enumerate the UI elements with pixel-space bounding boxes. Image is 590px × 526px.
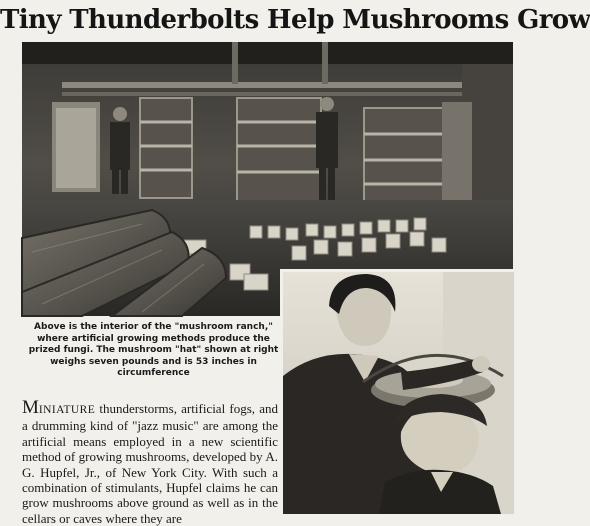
drop-cap: M bbox=[22, 397, 39, 418]
mushroom-hat-photo bbox=[283, 272, 514, 514]
article-body bbox=[22, 397, 278, 526]
photo-caption: Above is the interior of the "mushroom ranch," where artificial growing methods produce the prized fungi. The mushroom "hat" shown at right weighs seven pounds and is 53 inches in circumference bbox=[28, 322, 279, 379]
headline: Tiny Thunderbolts Help Mushrooms Grow bbox=[0, 5, 590, 35]
lead-caps: INIATURE bbox=[38, 404, 96, 416]
body-text: thunderstorms, artificial fogs, and a drumming kind of "jazz music" are among the artificial means employed in a new scientific method of growing mushrooms, developed by A. G. Hupfel, Jr., of New York City. With such a combination of stimulants, Hupfel claims he can grow mushrooms above ground as well as in the cellars or caves where they are bbox=[22, 401, 278, 526]
